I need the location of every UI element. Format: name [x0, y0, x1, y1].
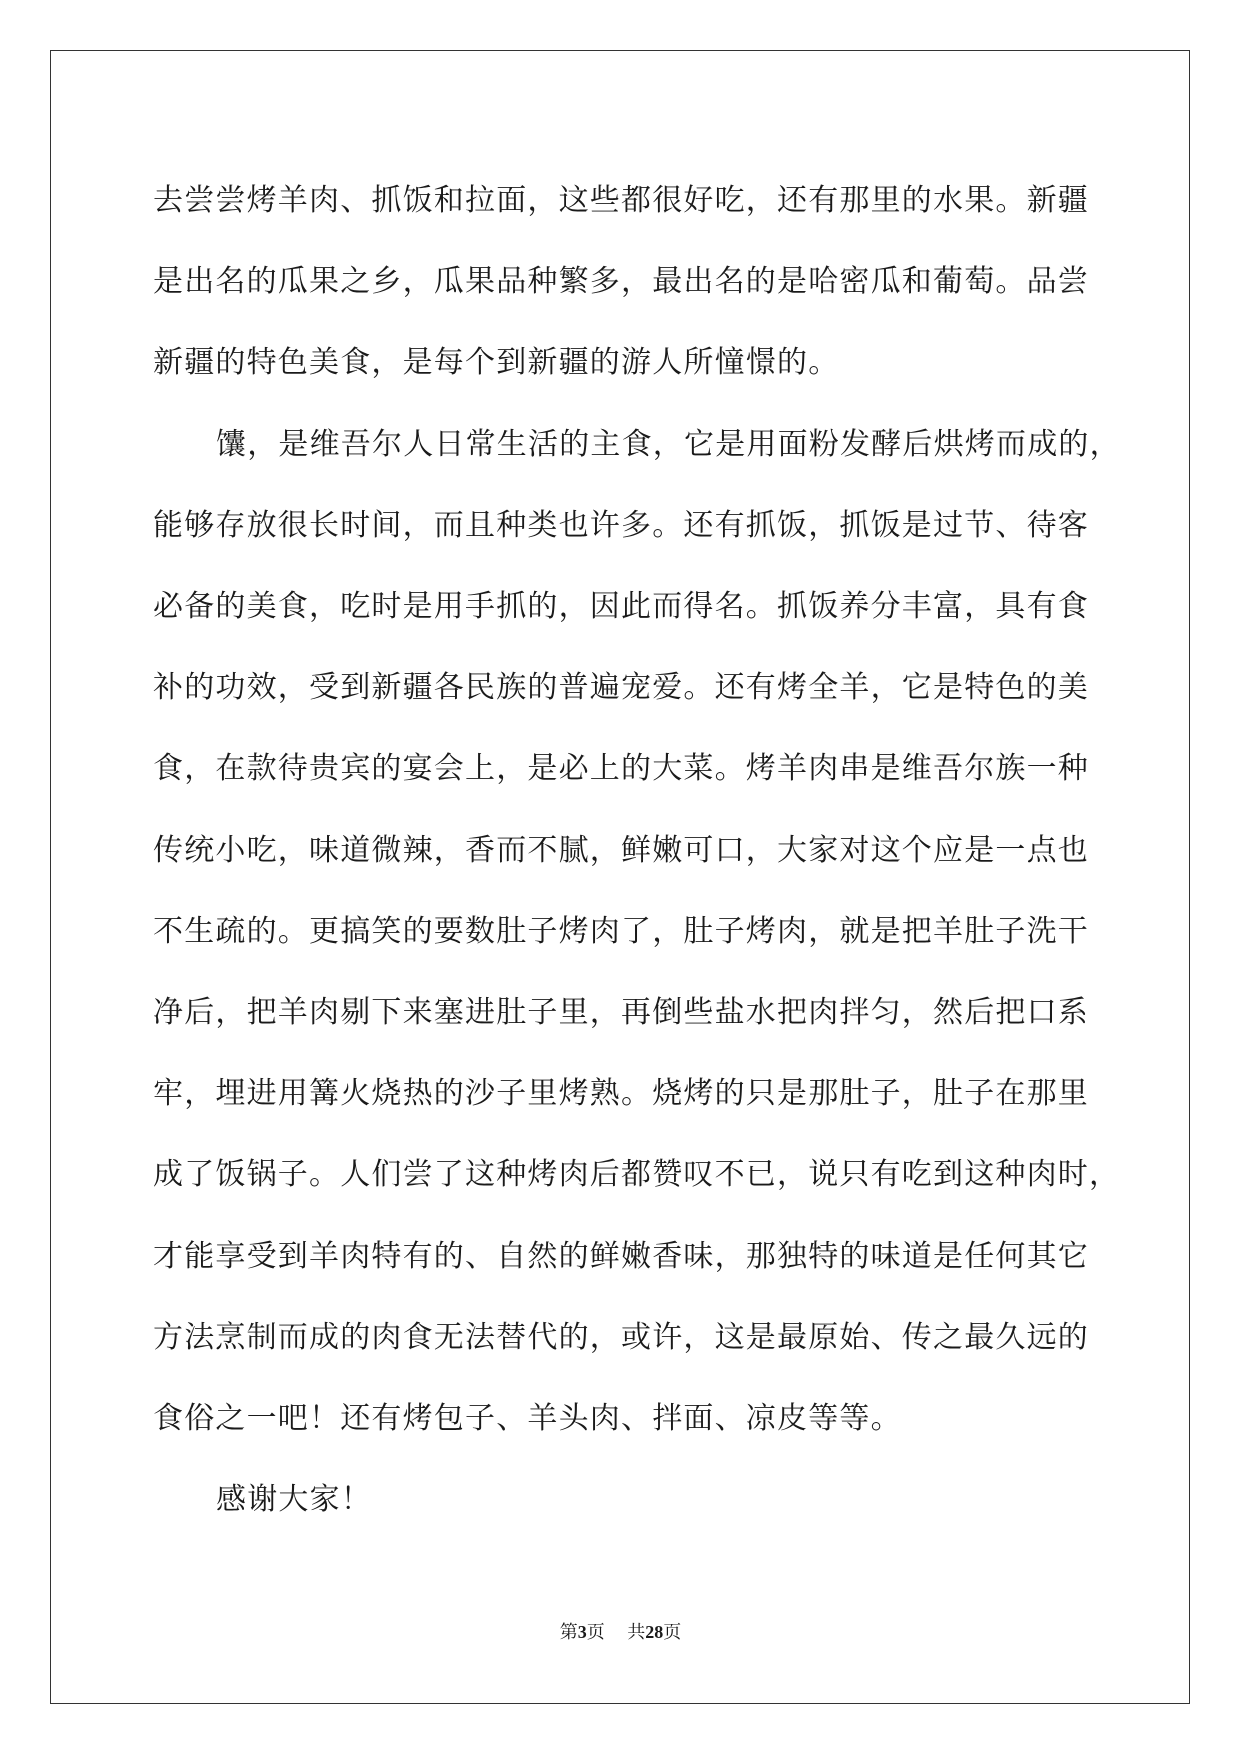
text-line: 不生疏的。更搞笑的要数肚子烤肉了，肚子烤肉，就是把羊肚子洗干 [153, 913, 1089, 949]
text-line: 方法烹制而成的肉食无法替代的，或许，这是最原始、传之最久远的 [153, 1319, 1089, 1355]
text-line: 能够存放很长时间，而且种类也许多。还有抓饭，抓饭是过节、待客 [153, 507, 1089, 543]
total-unit: 页 [663, 1622, 682, 1642]
closing-line: 感谢大家！ [216, 1482, 372, 1518]
text-line: 食俗之一吧！还有烤包子、羊头肉、拌面、凉皮等等。 [153, 1401, 902, 1437]
page-prefix: 第 [559, 1622, 578, 1642]
text-line: 才能享受到羊肉特有的、自然的鲜嫩香味，那独特的味道是任何其它 [153, 1238, 1089, 1274]
current-page-number: 3 [577, 1622, 587, 1642]
paragraph-start-line: 馕，是维吾尔人日常生活的主食，它是用面粉发酵后烘烤而成的， [216, 426, 1121, 462]
text-line: 必备的美食，吃时是用手抓的，因此而得名。抓饭养分丰富，具有食 [153, 589, 1089, 625]
text-line: 新疆的特色美食，是每个到新疆的游人所憧憬的。 [153, 345, 840, 381]
text-line: 去尝尝烤羊肉、抓饭和拉面，这些都很好吃，还有那里的水果。新疆 [153, 183, 1089, 218]
text-line: 传统小吃，味道微辣，香而不腻，鲜嫩可口，大家对这个应是一点也 [153, 832, 1089, 868]
text-line: 食，在款待贵宾的宴会上，是必上的大菜。烤羊肉串是维吾尔族一种 [153, 751, 1089, 787]
text-line: 是出名的瓜果之乡，瓜果品种繁多，最出名的是哈密瓜和葡萄。品尝 [153, 264, 1089, 300]
text-line: 牢，埋进用篝火烧热的沙子里烤熟。烧烤的只是那肚子，肚子在那里 [153, 1076, 1089, 1112]
text-line: 补的功效，受到新疆各民族的普遍宠爱。还有烤全羊，它是特色的美 [153, 670, 1089, 706]
page-footer [0, 1618, 1241, 1644]
document-body [153, 160, 1121, 1540]
total-prefix: 共 [627, 1622, 646, 1642]
page-unit: 页 [586, 1622, 605, 1642]
text-line: 成了饭锅子。人们尝了这种烤肉后都赞叹不已，说只有吃到这种肉时， [153, 1157, 1121, 1193]
total-page-count: 28 [645, 1622, 664, 1642]
text-line: 净后，把羊肉剔下来塞进肚子里，再倒些盐水把肉拌匀，然后把口系 [153, 995, 1089, 1031]
